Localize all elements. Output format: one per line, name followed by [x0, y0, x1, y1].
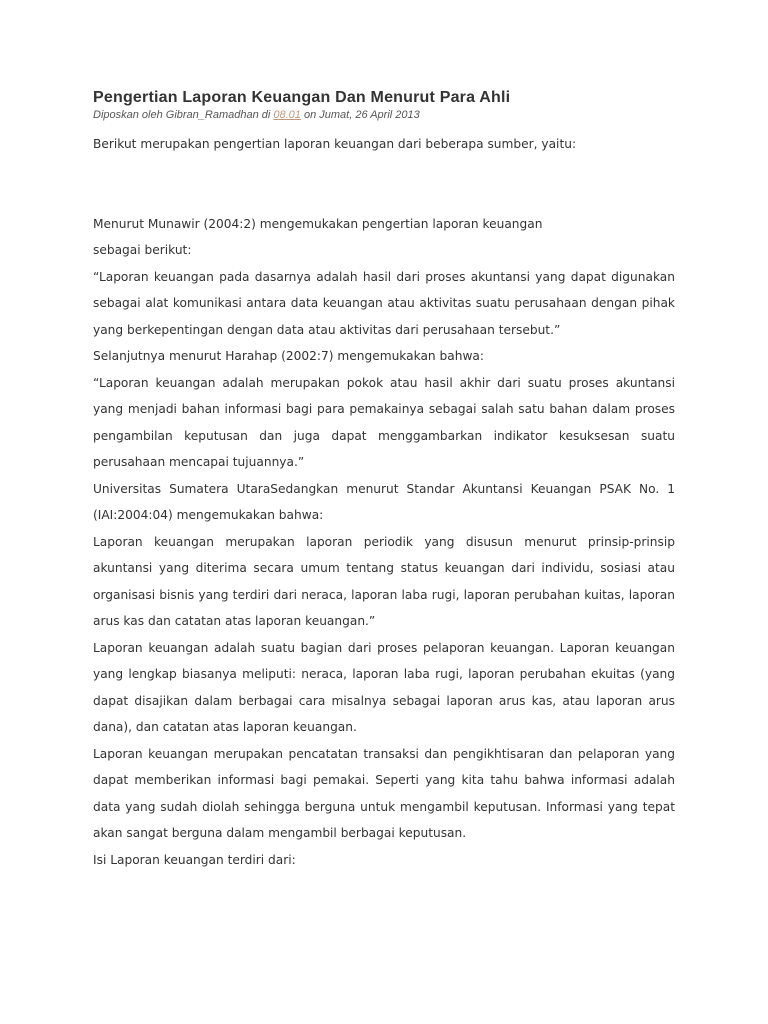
blank-space [93, 158, 675, 211]
paragraph-sebagai-berikut: sebagai berikut: [93, 243, 192, 257]
paragraph-psak-intro: Universitas Sumatera UtaraSedangkan menurut Standar Akuntansi Keuangan PSAK No. 1 (IAI:2004:04) mengemukakan bahwa: [93, 481, 675, 522]
paragraph-harahap-intro: Selanjutnya menurut Harahap (2002:7) mengemukakan bahwa: [93, 349, 484, 363]
post-meta-author: Diposkan oleh Gibran_Ramadhan di [93, 109, 274, 121]
quote-psak: Laporan keuangan merupakan laporan periodik yang disusun menurut prinsip-prinsip akuntansi yang diterima secara umum tentang status keuangan dari individu, sosiasi atau organisasi bisnis yang terdiri dari neraca, laporan laba rugi, laporan perubahan kuitas, laporan arus kas dan catatan atas laporan keuangan.” [93, 534, 675, 628]
post-meta-date: on Jumat, 26 April 2013 [300, 109, 420, 121]
intro-paragraph: Berikut merupakan pengertian laporan keuangan dari beberapa sumber, yaitu: [93, 137, 577, 151]
post-time-link[interactable]: 08.01 [273, 109, 301, 121]
paragraph-isi-laporan: Isi Laporan keuangan terdiri dari: [93, 852, 296, 867]
paragraph-laporan-bagian: Laporan keuangan adalah suatu bagian dari proses pelaporan keuangan. Laporan keuangan yang lengkap biasanya meliputi: neraca, laporan laba rugi, laporan perubahan ekuitas (yang dapat disajikan dalam berbagai cara misalnya sebagai laporan arus kas, atau laporan arus dana), dan catatan atas laporan keuangan. [93, 640, 675, 734]
post-title: Pengertian Laporan Keuangan Dan Menurut Para Ahli [93, 89, 511, 106]
paragraph-munawir-intro: Menurut Munawir (2004:2) mengemukakan pengertian laporan keuangan [93, 216, 543, 231]
post-meta [93, 108, 675, 122]
paragraph-pencatatan-transaksi: Laporan keuangan merupakan pencatatan transaksi dan pengikhtisaran dan pelaporan yang dapat memberikan informasi bagi pemakai. Seperti yang kita tahu bahwa informasi adalah data yang sudah diolah sehingga berguna untuk mengambil keputusan. Informasi yang tepat akan sangat berguna dalam mengambil berbagai keputusan. [93, 746, 675, 840]
document-page [93, 87, 675, 873]
quote-munawir: “Laporan keuangan pada dasarnya adalah hasil dari proses akuntansi yang dapat digunakan sebagai alat komunikasi antara data keuangan atau aktivitas suatu perusahaan dengan pihak yang berkepentingan dengan data atau aktivitas dari perusahaan tersebut.” [93, 269, 675, 337]
quote-harahap: “Laporan keuangan adalah merupakan pokok atau hasil akhir dari suatu proses akuntansi yang menjadi bahan informasi bagi para pemakainya sebagai salah satu bahan dalam proses pengambilan keputusan dan juga dapat menggambarkan indikator kesuksesan suatu perusahaan mencapai tujuannya.” [93, 375, 675, 469]
